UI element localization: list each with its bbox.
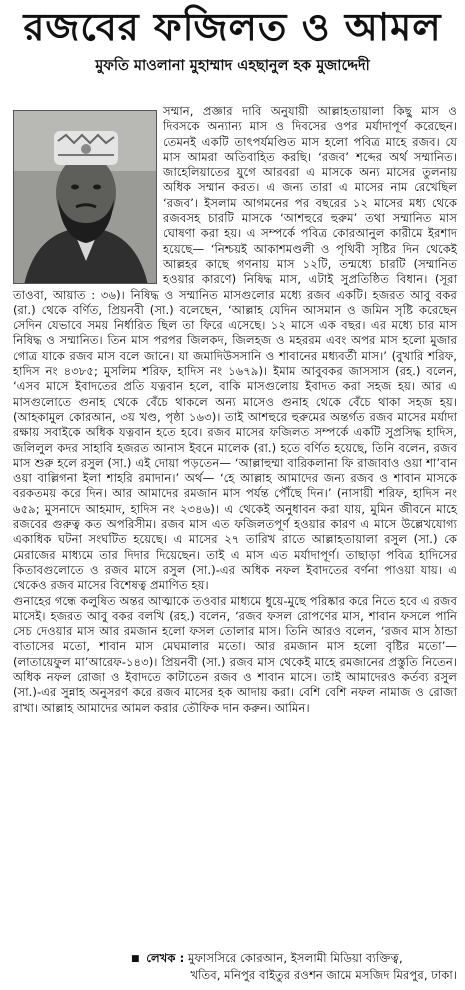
writer-label: লেখক : <box>146 951 185 965</box>
photo-float-spacer <box>13 104 163 287</box>
writer-credit <box>13 950 457 983</box>
article-body <box>13 104 457 716</box>
article-paragraph: গুনাহের গন্ধে কলুষিত অন্তর আত্মাকে তওবার মাধ্যমে ধুয়ে-মুছে পরিষ্কার করে নিতে হবে এ রজব মাসেই। হজরত আবু বকর বলখি (রহ.) বলেন, ‘রজব ফসল রোপণের মাস, শাবান ফসলে পানি সেচ দেওয়ার মাস আর রমজান হলো ফসল তোলার মাস। তিনি আরও বলেন, ‘রজব মাস ঠান্ডা বাতাসের মতো, শাবান মাস মেঘমালার মতো। আর রমজান মাস হলো বৃষ্টির মতো’— (লাতায়েফুল মা’আরেফ-১৪৩)। প্রিয়নবী (সা.) রজব মাস থেকেই মাহে রমজানের প্রস্তুতি নিতেন। অধিক নফল রোজা ও ইবাদতে কাটাতেন রজব ও শাবান মাসে। তাই আমাদেরও কর্তব্য রসুল (সা.)-এর সুন্নাহ অনুসরণ করে রজব মাসের হক আদায় করা। বেশি বেশি নফল নামাজ ও রোজা রাখা। আল্লাহ আমাদের আমল করার তৌফিক দান করুন। আমিন। <box>13 593 457 715</box>
article-byline: মুফতি মাওলানা মুহাম্মাদ এহছানুল হক মুজাদ্দেদী <box>95 58 370 74</box>
article-paragraph: সম্মান, প্রজ্ঞার দাবি অনুযায়ী আল্লাহতায়ালা কিছু মাস ও দিবসকে অন্যান্য মাস ও দিবসের ওপর মর্যাদাপূর্ণ করেছেন। তেমনই একটি তাৎপর্যমণ্ডিত মাস হলো পবিত্র মাহে রজব। যে মাস আমরা অতিবাহিত করছি। ‘রজব’ শব্দের অর্থ সম্মানিত। জাহেলিয়াতের যুগে আরবরা এ মাসকে অন্য মাসের তুলনায় অধিক সম্মান করত। এ জন্য তারা এ মাসের নাম রেখেছিল ‘রজব’। ইসলাম আগমনের পর বছরের ১২ মাসের মধ্য থেকে রজবসহ চারটি মাসকে ‘আশহুরে হুরুম’ তথা সম্মানিত মাস ঘোষণা করা হয়। এ সম্পর্কে পবিত্র কোরআনুল কারীমে ইরশাদ হয়েছে— ‘নিশ্চয়ই আকাশমণ্ডলী ও পৃথিবী সৃষ্টির দিন থেকেই আল্লহর কাছে গণনায় মাস ১২টি, তন্মধ্যে চারটি (সম্মানিত হওয়ার কারণে) নিষিদ্ধ মাস, এটাই সুপ্রতিষ্ঠিত বিধান। (সূরা তাওবা, আয়াত : ৩৬)। নিষিদ্ধ ও সম্মানিত মাসগুলোর মধ্যে রজব একটি। হজরত আবু বকর (রা.) থেকে বর্ণিত, প্রিয়নবী (সা.) বলেছেন, ‘আল্লাহ যেদিন আসমান ও জমিন সৃষ্টি করেছেন সেদিন যেভাবে সময় নির্ধারিত ছিল তা ফিরে এসেছে। ১২ মাসে এক বছর। এর মধ্যে চার মাস নিষিদ্ধ ও সম্মানিত। তিন মাস পরপর জিলকদ, জিলহজ ও মহররম এবং অপর মাস হলো মুজার গোত্র যাকে রজব মাস বলে জানে। যা জমাদিউসসানি ও শাবানের মধ্যবর্তী মাস।’ (বুখারি শরিফ, হাদিস নং ৪৩৮৫; মুসলিম শরিফ, হাদিস নং ১৬৭৯)। ইমাম আবুবকর জাসসাস (রহ.) বলেন, ‘এসব মাসে ইবাদতের প্রতি যত্নবান হলে, বাকি মাসগুলোয় ইবাদত করা সহজ হয়। আর এ মাসগুলোতে গুনাহ থেকে বেঁচে থাকলে অন্য মাসেও গুনাহ থেকে বেঁচে থাকা সহজ হয়। (আহকামুল কোরআন, ৩য় খণ্ড, পৃষ্ঠা ১৬৩)। তাই আশহুরে হুরুমের অন্তর্গত রজব মাসের মর্যাদা রক্ষায় সবাইকে অধিক যত্নবান হতে হবে। রজব মাসের ফজিলত সম্পর্কে একটি সুপ্রসিদ্ধ হাদিস, জলিলুল কদর সাহাবি হজরত আনাস ইবনে মালেক (রা.) হতে বর্ণিত হয়েছে, তিনি বলেন, রজব মাস শুরু হলে রসুল (সা.) এই দোয়া পড়তেন— ‘আল্লাহুম্মা বারিকলানা ফি রাজাবাও ওয়া শা’বান ওয়া বাল্লিগনা ইলা শাহরি রমাদান।’ অর্থ— ‘হে আল্লাহ আমাদের জন্য রজব ও শাবান মাসকে বরকতময় করে দিন। আর আমাদের রমজান মাস পর্যন্ত পৌঁছে দিন।’ (নাসায়ী শরিফ, হাদিস নং ৬৫৯; মুসনাদে আহমাদ, হাদিস নং ২৩৪৬)। এ থেকেই অনুধাবন করা যায়, মুমিন জীবনে মাহে রজবের গুরুত্ব কত অপরিসীম। রজব মাস এত ফজিলতপূর্ণ হওয়ার কারণ এ মাসে উল্লেখযোগ্য একাধিক ঘটনা সংঘটিত হয়েছে। এ মাসের ২৭ তারিখ রাতে আল্লাহতায়ালা রসুল (সা.) কে মেরাজের মাধ্যমে তার দিদার দিয়েছেন। তাই এ মাস এত মর্যাদাপূর্ণ। তাছাড়া পবিত্র হাদিসের কিতাবগুলোতে ও রজব মাসে রসুল (সা.)-এর অধিক নফল ইবাদতের বর্ণনা পাওয়া যায়। এ থেকেও রজব মাসের বিশেষত্ব প্রমাণিত হয়। <box>13 104 457 593</box>
writer-line-1: মুফাসসিরে কোরআন, ইসলামী মিডিয়া ব্যক্তিত্ব, <box>188 951 403 965</box>
article-title: রজবের ফজিলত ও আমল <box>23 4 442 49</box>
square-bullet-icon: ■ <box>131 954 140 964</box>
writer-line-2: খতিব, মনিপুর বাইতুর রওশন জামে মসজিদ মিরপুর, ঢাকা। <box>190 968 457 982</box>
